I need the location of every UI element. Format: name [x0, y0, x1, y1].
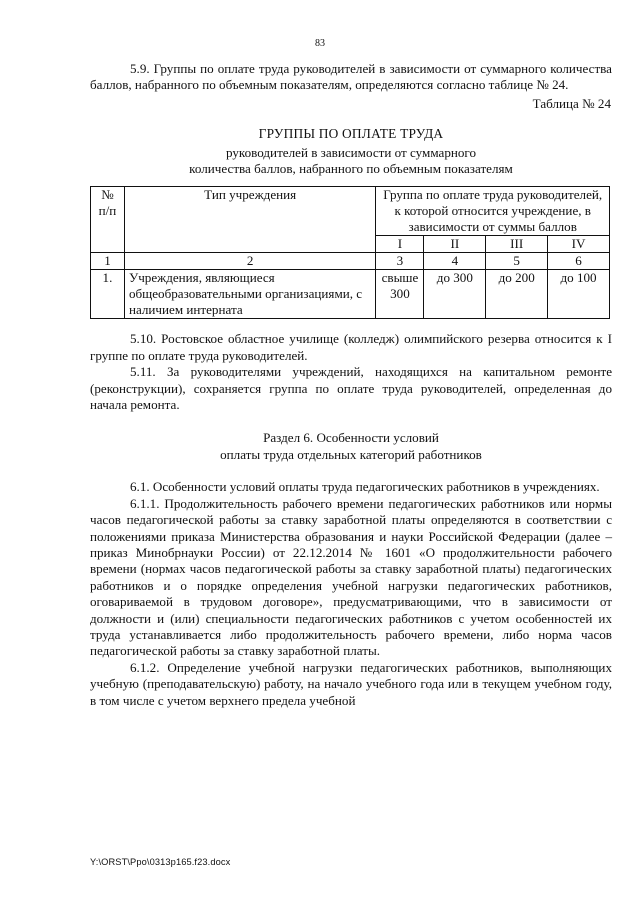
table-title	[90, 126, 612, 177]
table-title-main: ГРУППЫ ПО ОПЛАТЕ ТРУДА	[258, 126, 444, 142]
table-label: Таблица № 24	[532, 95, 611, 111]
footer-file-path: Y:\ORST\Ppo\0313p165.f23.docx	[90, 857, 231, 867]
section-6-title	[90, 430, 612, 463]
table-header-row	[91, 187, 610, 236]
row-group-1: свыше 300	[376, 270, 424, 319]
column-number: 2	[124, 253, 376, 270]
header-group-3: III	[486, 236, 548, 253]
header-group: Группа по оплате труда руководителей, к которой относится учреждение, в зависимости от суммы баллов	[376, 187, 610, 236]
column-number: 1	[91, 253, 125, 270]
header-num: № п/п	[91, 187, 125, 253]
header-type: Тип учреждения	[124, 187, 376, 253]
column-number: 5	[486, 253, 548, 270]
column-numbers-row	[91, 253, 610, 270]
groups-table	[90, 186, 610, 319]
paragraph-6-1-2: 6.1.2. Определение учебной нагрузки педагогических работников, выполняющих учебную (преподавательскую) работу, на начало учебного года или в текущем учебном году, в том числе с учетом верхнего предела учебной	[90, 659, 612, 708]
paragraph-5-10: 5.10. Ростовское областное училище (колледж) олимпийского резерва относится к I группе по оплате труда руководителей.	[90, 331, 612, 363]
table-row	[91, 270, 610, 319]
section-title-line-1: Раздел 6. Особенности условий	[263, 430, 439, 446]
section-title-line-2: оплаты труда отдельных категорий работников	[220, 446, 482, 462]
paragraph-6-1: 6.1. Особенности условий оплаты труда педагогических работников в учреждениях.	[130, 479, 600, 495]
row-group-4: до 100	[548, 270, 610, 319]
row-group-2: до 300	[424, 270, 486, 319]
column-number: 4	[424, 253, 486, 270]
paragraph-6-1-1: 6.1.1. Продолжительность рабочего времени педагогических работников или нормы часов педагогической работы за ставку заработной платы определяются в соответствии с положениями приказа Министерства образования и науки Российской Федерации (далее – приказ Минобрнауки России) от 22.12.2014 № 1601 «О продолжительности рабочего времени (нормах часов педагогической работы за ставку заработной платы) педагогических работников и о порядке определения учебной нагрузки педагогических работников, оговариваемой в трудовом договоре», предусматривающими, что в зависимости от должности и (или) специальности педагогических работников с учетом особенностей их труда устанавливается либо продолжительность рабочего времени, либо норма часов педагогической работы за ставку заработной платы.	[90, 495, 612, 659]
row-group-3: до 200	[486, 270, 548, 319]
column-number: 6	[548, 253, 610, 270]
column-number: 3	[376, 253, 424, 270]
page-number: 83	[315, 38, 325, 49]
document-body	[90, 61, 612, 709]
paragraph-5-11: 5.11. За руководителями учреждений, находящихся на капитальном ремонте (реконструкции), сохраняется группа по оплате труда руководителей, определенная до начала ремонта.	[90, 364, 612, 413]
table-title-line-2: руководителей в зависимости от суммарного	[225, 144, 477, 160]
row-type: Учреждения, являющиеся общеобразовательными организациями, с наличием интерната	[124, 270, 376, 319]
header-group-1: I	[376, 236, 424, 253]
header-group-4: IV	[548, 236, 610, 253]
header-group-2: II	[424, 236, 486, 253]
table-title-line-3: количества баллов, набранного по объемным показателям	[189, 161, 513, 177]
paragraph-5-9: 5.9. Группы по оплате труда руководителей в зависимости от суммарного количества баллов, набранного по объемным показателям, определяются согласно таблице № 24.	[90, 61, 612, 93]
row-num: 1.	[91, 270, 125, 319]
